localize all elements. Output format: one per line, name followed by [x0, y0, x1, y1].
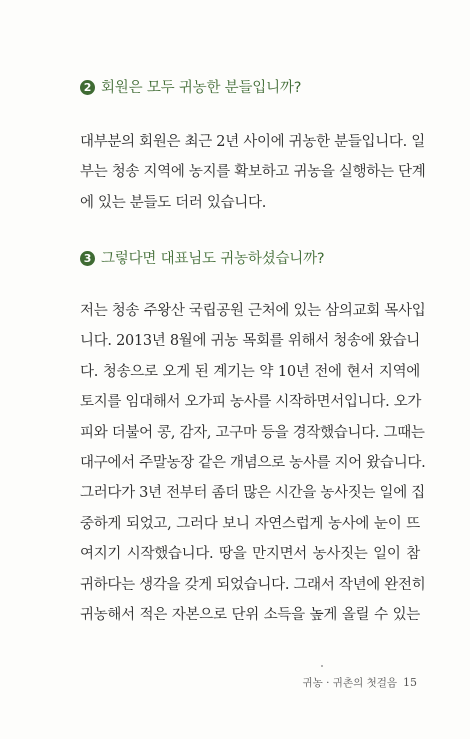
paragraph-line: 중하게 되었고, 그러다 보니 자연스럽게 농사에 눈이 뜨: [80, 515, 420, 532]
question-text: 회원은 모두 귀농한 분들입니까?: [101, 80, 302, 96]
running-title: 귀농 · 귀촌의 첫걸음: [302, 677, 397, 689]
page-number: 15: [403, 676, 417, 689]
paragraph-line: 그러다가 3년 전부터 좀더 많은 시간을 농사짓는 일에 집: [80, 485, 425, 502]
question-heading: [80, 247, 324, 268]
paragraph-line: 니다. 2013년 8월에 귀농 목회를 위해서 청송에 왔습니: [80, 333, 420, 350]
question-text: 그렇다면 대표님도 귀농하셨습니까?: [101, 251, 325, 267]
page-footer: [303, 675, 418, 690]
paragraph-line: 귀농해서 적은 자본으로 단위 소득을 높게 올릴 수 있는: [80, 606, 420, 623]
paragraph-line: 여지기 시작했습니다. 땅을 만지면서 농사짓는 일이 참: [80, 546, 420, 563]
paragraph-line: 다. 청송으로 오게 된 계기는 약 10년 전에 현서 지역에: [80, 363, 420, 380]
paragraph-line: 귀하다는 생각을 갖게 되었습니다. 그래서 작년에 완전히: [80, 576, 426, 593]
paragraph-line: 대구에서 주말농장 같은 개념으로 농사를 지어 왔습니다.: [80, 454, 426, 471]
paragraph-line: 대부분의 회원은 최근 2년 사이에 귀농한 분들입니다. 일: [80, 134, 425, 150]
question-number-badge: 2: [80, 80, 95, 95]
answer-paragraph: [80, 296, 426, 630]
question-number-badge: 3: [80, 251, 95, 266]
paragraph-line: 에 있는 분들도 더러 있습니다.: [80, 194, 267, 211]
paragraph-line: 피와 더불어 콩, 감자, 고구마 등을 경작했습니다. 그때는: [80, 424, 425, 441]
paragraph-line: 토지를 임대해서 오가피 농사를 시작하면서입니다. 오가: [80, 394, 422, 411]
answer-paragraph: [80, 127, 426, 218]
paragraph-line: 부는 청송 지역에 농지를 확보하고 귀농을 실행하는 단계: [80, 164, 426, 181]
print-speck: [321, 665, 323, 667]
paragraph-line: 저는 청송 주왕산 국립공원 근처에 있는 삼의교회 목사입: [80, 303, 426, 319]
question-heading: [80, 76, 301, 97]
